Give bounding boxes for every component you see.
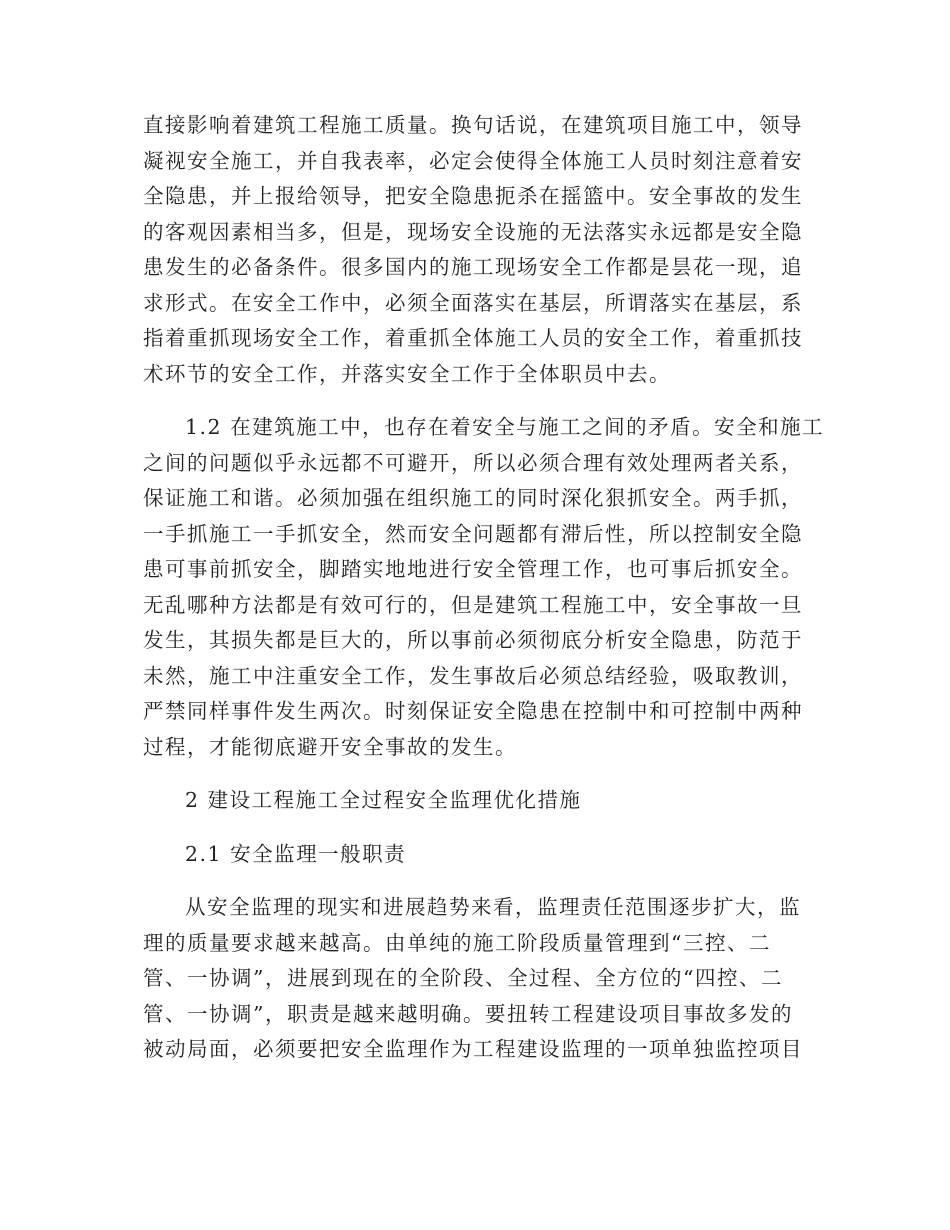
paragraph-supervision-duties [143,890,803,1068]
text-line: 指着重抓现场安全工作，着重抓全体施工人员的安全工作，着重抓技 [143,326,803,350]
text-line: 患发生的必备条件。很多国内的施工现场安全工作都是昙花一现，追 [143,255,803,279]
text-line: 严禁同样事件发生两次。时刻保证安全隐患在控制中和可控制中两种 [143,699,803,723]
paragraph-gap [143,819,803,837]
paragraph-gap [143,765,803,783]
text-line: 发生，其损失都是巨大的，所以事前必须彻底分析安全隐患，防范于 [143,628,803,652]
text-line: 理的质量要求越来越高。由单纯的施工阶段质量管理到“三控、二 [143,930,771,955]
text-line: 直接影响着建筑工程施工质量。换句话说，在建筑项目施工中，领导 [143,113,803,137]
section-heading-2-1 [143,837,803,873]
paragraph-gap [143,392,803,410]
heading-text: 2 建设工程施工全过程安全监理优化措施 [185,788,582,812]
section-heading-2 [143,783,803,819]
text-line: 无乱哪种方法都是有效可行的，但是建筑工程施工中，安全事故一旦 [143,592,803,617]
paragraph-safety-construction-conflict [143,410,825,765]
text-line: 全隐患，并上报给领导，把安全隐患扼杀在摇篮中。安全事故的发生 [143,184,803,208]
text-line: 凝视安全施工，并自我表率，必定会使得全体施工人员时刻注意着安 [143,148,803,173]
text-line: 术环节的安全工作，并落实安全工作于全体职员中去。 [143,361,671,386]
text-line: 从安全监理的现实和进展趋势来看，监理责任范围逐步扩大，监 [185,895,801,919]
text-line: 1.2 在建筑施工中，也存在着安全与施工之间的矛盾。安全和施工 [185,415,825,439]
text-line: 被动局面，必须要把安全监理作为工程建设监理的一项单独监控项目 [143,1037,803,1061]
heading-text: 2.1 安全监理一般职责 [185,841,407,866]
text-line: 求形式。在安全工作中，必须全面落实在基层，所谓落实在基层，系 [143,290,803,315]
paragraph-gap [143,872,803,890]
text-line: 未然，施工中注重安全工作，发生事故后必须总结经验，吸取教训， [143,663,803,688]
text-line: 的客观因素相当多，但是，现场安全设施的无法落实永远都是安全隐 [143,219,803,244]
text-line: 过程，才能彻底避开安全事故的发生。 [143,734,517,759]
text-line: 一手抓施工一手抓安全，然而安全问题都有滞后性，所以控制安全隐 [143,521,803,546]
text-line: 之间的问题似乎永远都不可避开，所以必须合理有效处理两者关系， [143,450,803,475]
document-page [143,108,825,1068]
text-line: 保证施工和谐。必须加强在组织施工的同时深化狠抓安全。两手抓， [143,486,803,510]
text-line: 管、一协调”，职责是越来越明确。要扭转工程建设项目事故多发的 [143,1001,793,1026]
text-line: 管、一协调”，进展到现在的全阶段、全过程、全方位的“四控、二 [143,966,783,990]
text-line: 患可事前抓安全，脚踏实地地进行安全管理工作，也可事后抓安全。 [143,557,803,581]
paragraph-leadership-safety [143,108,803,392]
